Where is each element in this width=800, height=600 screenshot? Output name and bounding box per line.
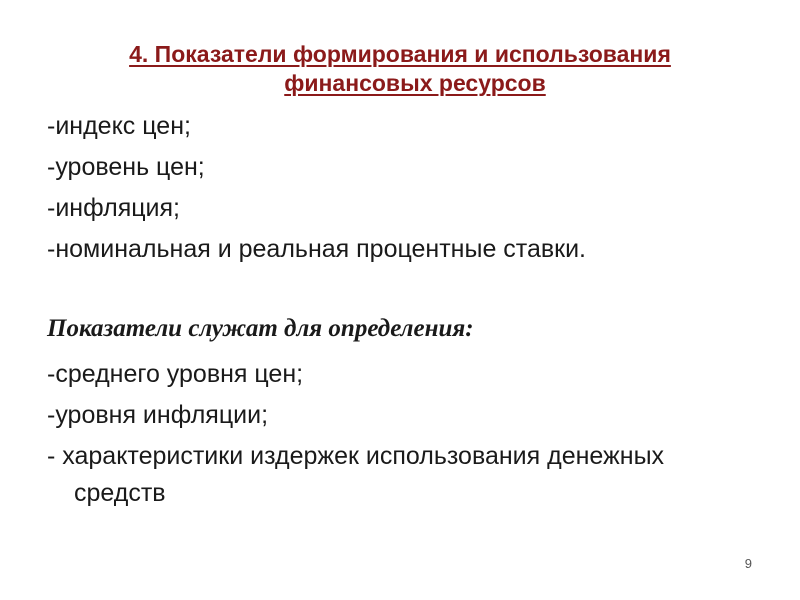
- purpose-money-costs-continuation: средств: [74, 479, 166, 507]
- slide-title: [0, 40, 800, 98]
- purpose-money-costs: - характеристики издержек использования денежных: [47, 442, 665, 470]
- purpose-average-price-level: -среднего уровня цен;: [47, 360, 304, 388]
- purpose-inflation-level: -уровня инфляции;: [47, 401, 269, 429]
- indicator-interest-rates: -номинальная и реальная процентные ставки.: [47, 235, 587, 263]
- indicator-price-level: -уровень цен;: [47, 153, 205, 181]
- indicator-inflation: -инфляция;: [47, 194, 181, 222]
- slide-title-line-1: 4. Показатели формирования и использования: [129, 41, 671, 67]
- indicator-price-index: -индекс цен;: [47, 112, 191, 140]
- slide-title-line-2: финансовых ресурсов: [284, 70, 546, 96]
- page-number: 9: [744, 556, 752, 571]
- purpose-heading: Показатели служат для определения:: [47, 315, 474, 342]
